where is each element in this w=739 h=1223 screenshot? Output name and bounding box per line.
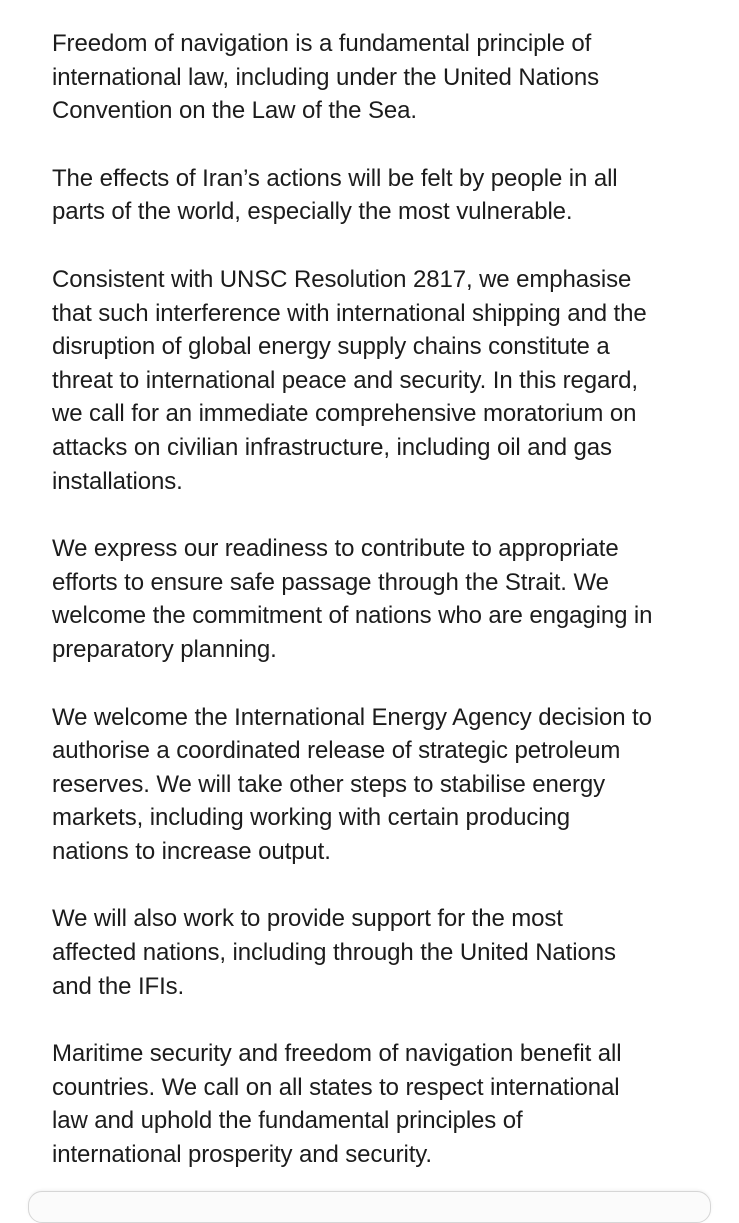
paragraph-maritime-security: [52, 1037, 712, 1171]
paragraph-support-affected-nations: [52, 902, 712, 1003]
text-line: Maritime security and freedom of navigation benefit all: [52, 1040, 622, 1068]
text-line: attacks on civilian infrastructure, including oil and gas: [52, 433, 612, 461]
paragraph-freedom-of-navigation: [52, 27, 712, 128]
text-line: reserves. We will take other steps to stabilise energy: [52, 770, 606, 798]
text-line: welcome the commitment of nations who are engaging in: [52, 602, 653, 630]
paragraph-unsc-resolution: [52, 263, 712, 498]
text-line: Consistent with UNSC Resolution 2817, we emphasise: [52, 265, 632, 293]
text-line: preparatory planning.: [52, 635, 277, 663]
paragraph-energy-agency: [52, 701, 712, 869]
text-line: affected nations, including through the United Nations: [52, 939, 616, 967]
text-line: Convention on the Law of the Sea.: [52, 97, 417, 125]
text-line: parts of the world, especially the most vulnerable.: [52, 198, 573, 226]
text-line: threat to international peace and security. In this regard,: [52, 366, 639, 394]
bottom-toolbar-edge: [28, 1191, 711, 1223]
text-line: international prosperity and security.: [52, 1141, 432, 1169]
text-line: law and uphold the fundamental principles of: [52, 1107, 523, 1135]
paragraph-effects-of-actions: [52, 162, 712, 229]
paragraph-safe-passage: [52, 532, 712, 666]
text-line: We welcome the International Energy Agency decision to: [52, 703, 652, 731]
text-line: and the IFIs.: [52, 972, 185, 1000]
text-line: nations to increase output.: [52, 837, 331, 865]
text-line: international law, including under the United Nations: [52, 63, 600, 91]
text-line: markets, including working with certain producing: [52, 804, 571, 832]
document-body: [52, 27, 712, 1206]
text-line: We will also work to provide support for the most: [52, 905, 563, 933]
text-line: authorise a coordinated release of strategic petroleum: [52, 737, 621, 765]
text-line: countries. We call on all states to respect international: [52, 1073, 620, 1101]
text-line: disruption of global energy supply chains constitute a: [52, 333, 610, 361]
text-line: We express our readiness to contribute to appropriate: [52, 535, 619, 563]
text-line: efforts to ensure safe passage through the Strait. We: [52, 568, 609, 596]
text-line: Freedom of navigation is a fundamental principle of: [52, 30, 592, 57]
text-line: installations.: [52, 467, 183, 495]
text-line: The effects of Iran’s actions will be felt by people in all: [52, 164, 618, 192]
text-line: we call for an immediate comprehensive moratorium on: [52, 400, 637, 428]
text-line: that such interference with international shipping and the: [52, 299, 647, 327]
